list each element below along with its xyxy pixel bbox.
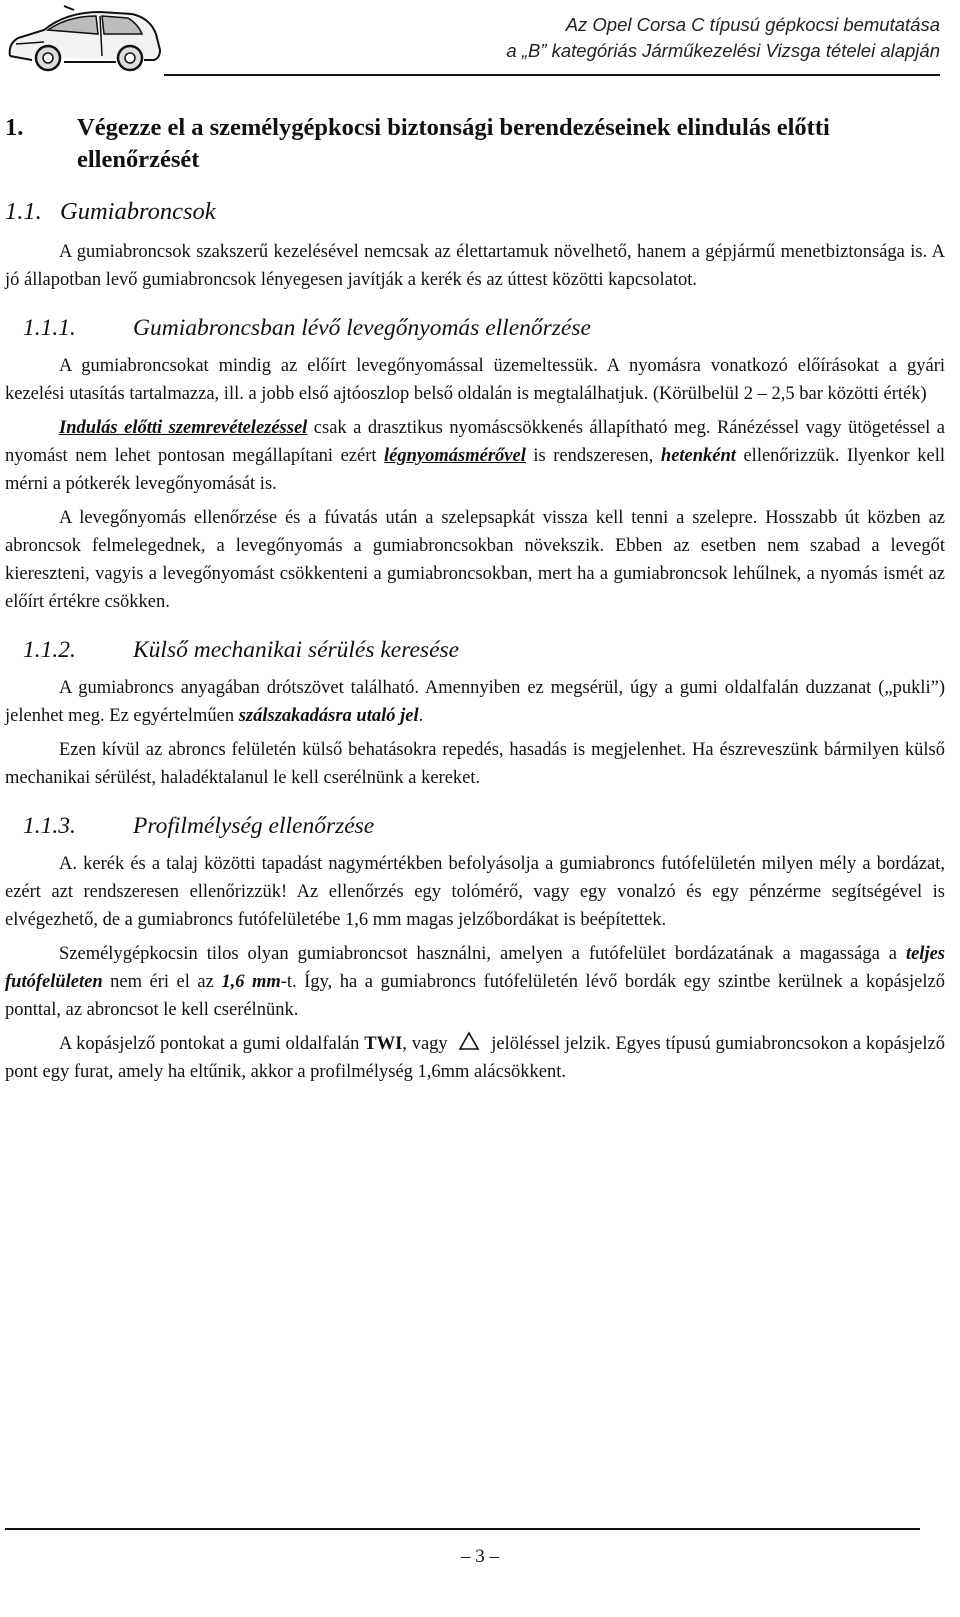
emphasis: teljes futófelületen — [5, 944, 945, 992]
emphasis: légnyomásmérővel — [384, 446, 526, 466]
text-run: Személygépkocsin tilos olyan gumiabroncsot használni, amelyen a futófelület bordázatának a magassága a — [59, 944, 906, 964]
section-title: Gumiabroncsban lévő levegőnyomás ellenőrzése — [133, 315, 591, 341]
header-title — [506, 12, 940, 64]
section-1-1-2-heading — [5, 634, 945, 666]
section-number: 1. — [5, 114, 24, 141]
paragraph — [5, 414, 945, 498]
section-title: Gumiabroncsok — [60, 198, 216, 225]
paragraph: A gumiabroncsokat mindig az előírt levegőnyomással üzemeltessük. A nyomásra vonatkozó előírásokat a gyári kezelési utasítás tartalmazza, ill. a jobb első ajtóoszlop belső oldalán is megtalálhatjuk. (Körülbelül 2 – 2,5 bar közötti érték) — [5, 356, 945, 404]
section-1-1-3-heading — [5, 810, 945, 842]
section-number: 1.1.1. — [23, 315, 76, 341]
section-title: Profilmélység ellenőrzése — [133, 813, 375, 839]
section-number: 1.1.2. — [23, 637, 76, 663]
text-run: nem éri el az — [102, 972, 222, 992]
text-run: A kopásjelző pontokat a gumi oldalfalán — [59, 1034, 365, 1054]
text-run: -t. Így, ha a gumiabroncs futófelületén lévő bordák egy szintbe kerülnek a kopásjelző ponttal, az abroncsot le kell cserélnünk. — [5, 972, 945, 1020]
text-run: , vagy — [402, 1034, 453, 1054]
section-number: 1.1.3. — [23, 813, 76, 839]
emphasis: 1,6 mm — [221, 972, 281, 992]
header-line-1: Az Opel Corsa C típusú gépkocsi bemutatása — [565, 14, 940, 35]
text-run: csak a drasztikus nyomáscsökkenés állapítható meg. Ránézéssel vagy ütögetéssel a nyomást nem lehet pontosan megállapítani ezért — [5, 418, 945, 466]
text-run: A gumiabroncs anyagában drótszövet található. Amennyiben ez megsérül, úgy a gumi oldalfalán duzzanat („pukli”) jelenhet meg. Ez egyértelműen — [5, 678, 945, 726]
section-number: 1.1. — [5, 198, 42, 225]
page-header — [0, 0, 960, 78]
header-line-2: a „B” kategóriás Járműkezelési Vizsga tételei alapján — [506, 40, 940, 61]
page-number: – 3 – — [461, 1546, 499, 1567]
paragraph — [5, 1030, 945, 1086]
paragraph: A gumiabroncsok szakszerű kezelésével nemcsak az élettartamuk növelhető, hanem a gépjármű menetbiztonsága is. A jó állapotban levő gumiabroncsok lényegesen javítják a kerék és az úttest közötti kapcsolatot. — [5, 242, 945, 290]
car-icon — [4, 4, 164, 72]
emphasis: szálszakadásra utaló jel — [238, 706, 419, 726]
paragraph — [5, 674, 945, 730]
emphasis: TWI — [364, 1034, 403, 1054]
section-1-1-1-heading — [5, 312, 945, 344]
section-1-1-heading — [5, 196, 945, 228]
emphasis: hetenként — [660, 446, 736, 466]
triangle-icon — [458, 1031, 480, 1051]
text-run: is rendszeresen, — [525, 446, 661, 466]
footer-divider — [5, 1528, 920, 1530]
paragraph — [5, 940, 945, 1024]
section-title: Külső mechanikai sérülés keresése — [133, 637, 460, 663]
text-run: jelöléssel jelzik. Egyes típusú gumiabroncsokon a kopásjelző pont egy furat, amely ha eltűnik, akkor a profilmélység 1,6mm alácsökkent. — [5, 1034, 945, 1082]
document-body — [5, 112, 945, 1092]
header-divider — [164, 74, 940, 76]
paragraph: A. kerék és a talaj közötti tapadást nagymértékben befolyásolja a gumiabroncs futófelületén milyen mély a bordázat, ezért azt rendszeresen ellenőrizzük! Az ellenőrzés egy tolómérő, vagy egy vonalzó és egy pénzérme segítségével is elvégezhető, de a gumiabroncs futófelületébe 1,6 mm magas jelzőbordákat is beépítettek. — [5, 854, 945, 930]
section-1-heading — [5, 112, 945, 176]
text-run: ellenőrizzük. Ilyenkor kell mérni a pótkerék levegőnyomását is. — [5, 446, 945, 494]
section-title: Végezze el a személygépkocsi biztonsági berendezéseinek elindulás előtti ellenőrzését — [77, 114, 830, 173]
paragraph: Ezen kívül az abroncs felületén külső behatásokra repedés, hasadás is megjelenhet. Ha észreveszünk bármilyen külső mechanikai sérülést, haladéktalanul le kell cserélnünk a kereket. — [5, 740, 945, 788]
emphasis: Indulás előtti szemrevételezéssel — [59, 418, 308, 438]
text-run: . — [418, 706, 424, 726]
paragraph: A levegőnyomás ellenőrzése és a fúvatás után a szelepsapkát vissza kell tenni a szelepre. Hosszabb út közben az abroncsok felmelegednek, a levegőnyomás a gumiabroncsokban növekszik. Ebben az esetben nem szabad a levegőt kiereszteni, vagyis a levegőnyomást csökkenteni a gumiabroncsokban, mert ha a gumiabroncsok lehűlnek, a nyomás ismét az előírt értékre csökken. — [5, 508, 945, 612]
